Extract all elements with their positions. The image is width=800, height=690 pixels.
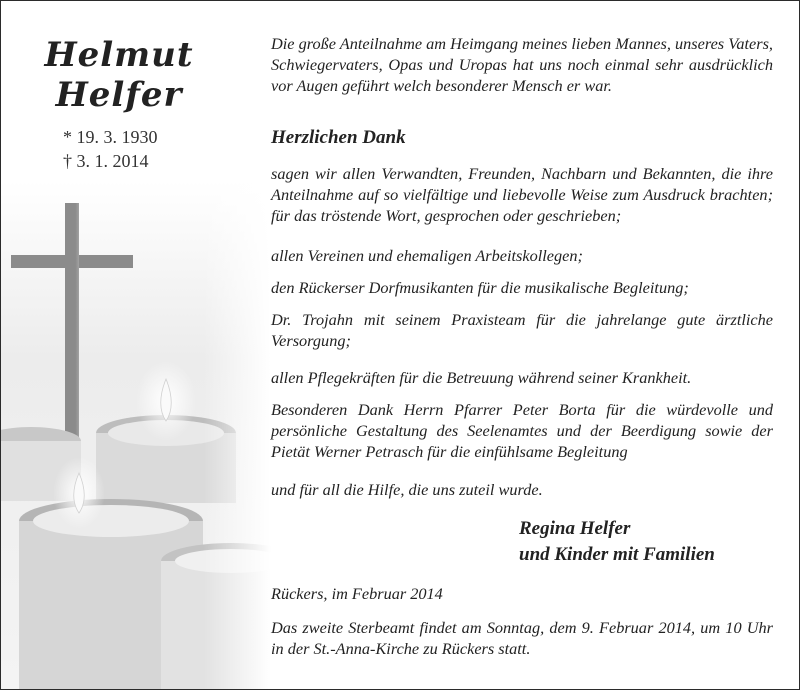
thanks-paragraph-clubs: allen Vereinen und ehemaligen Arbeitskollegen;: [271, 246, 583, 265]
thanks-paragraph-relatives: sagen wir allen Verwandten, Freunden, Nachbarn und Bekannten, die ihre Anteilnahme auf so vielfältige und liebevolle Weise zum Ausdruck brachten; für das tröstende Wort, gesprochen oder geschrieben;: [271, 164, 773, 225]
place-date: Rückers, im Februar 2014: [271, 584, 443, 603]
deceased-last-name: Helfer: [55, 75, 183, 115]
deceased-first-name: Helmut: [44, 35, 194, 75]
memorial-mass-notice: Das zweite Sterbeamt findet am Sonntag, dem 9. Februar 2014, um 10 Uhr in der St.-Anna-Kirche zu Rückers statt.: [271, 618, 773, 658]
thanks-paragraph-pastor: Besonderen Dank Herrn Pfarrer Peter Borta für die würdevolle und persönliche Gestaltung des Seelenamtes und der Beerdigung sowie der Pietät Werner Petrasch für die einfühlsame Begleitung: [271, 400, 773, 461]
thanks-paragraph-nurses: allen Pflegekräften für die Betreuung während seiner Krankheit.: [271, 368, 692, 387]
intro-paragraph: Die große Anteilnahme am Heimgang meines lieben Mannes, unseres Vaters, Schwiegervaters, Opas und Uropas hat uns noch einmal sehr ausdrücklich vor Augen geführt welch besonderer Mensch er war.: [271, 34, 773, 95]
signature-name: Regina Helfer: [519, 518, 631, 539]
signature-family: und Kinder mit Familien: [519, 544, 715, 565]
thanks-paragraph-doctor: Dr. Trojahn mit seinem Praxisteam für die jahrelange gute ärztliche Versorgung;: [271, 310, 773, 350]
left-panel: [1, 1, 271, 689]
thanks-paragraph-help: und für all die Hilfe, die uns zuteil wurde.: [271, 480, 543, 499]
death-date: † 3. 1. 2014: [63, 151, 149, 171]
thanks-heading: Herzlichen Dank: [271, 127, 406, 148]
birth-date: * 19. 3. 1930: [63, 127, 158, 147]
thanks-paragraph-musicians: den Rückerser Dorfmusikanten für die musikalische Begleitung;: [271, 278, 689, 297]
